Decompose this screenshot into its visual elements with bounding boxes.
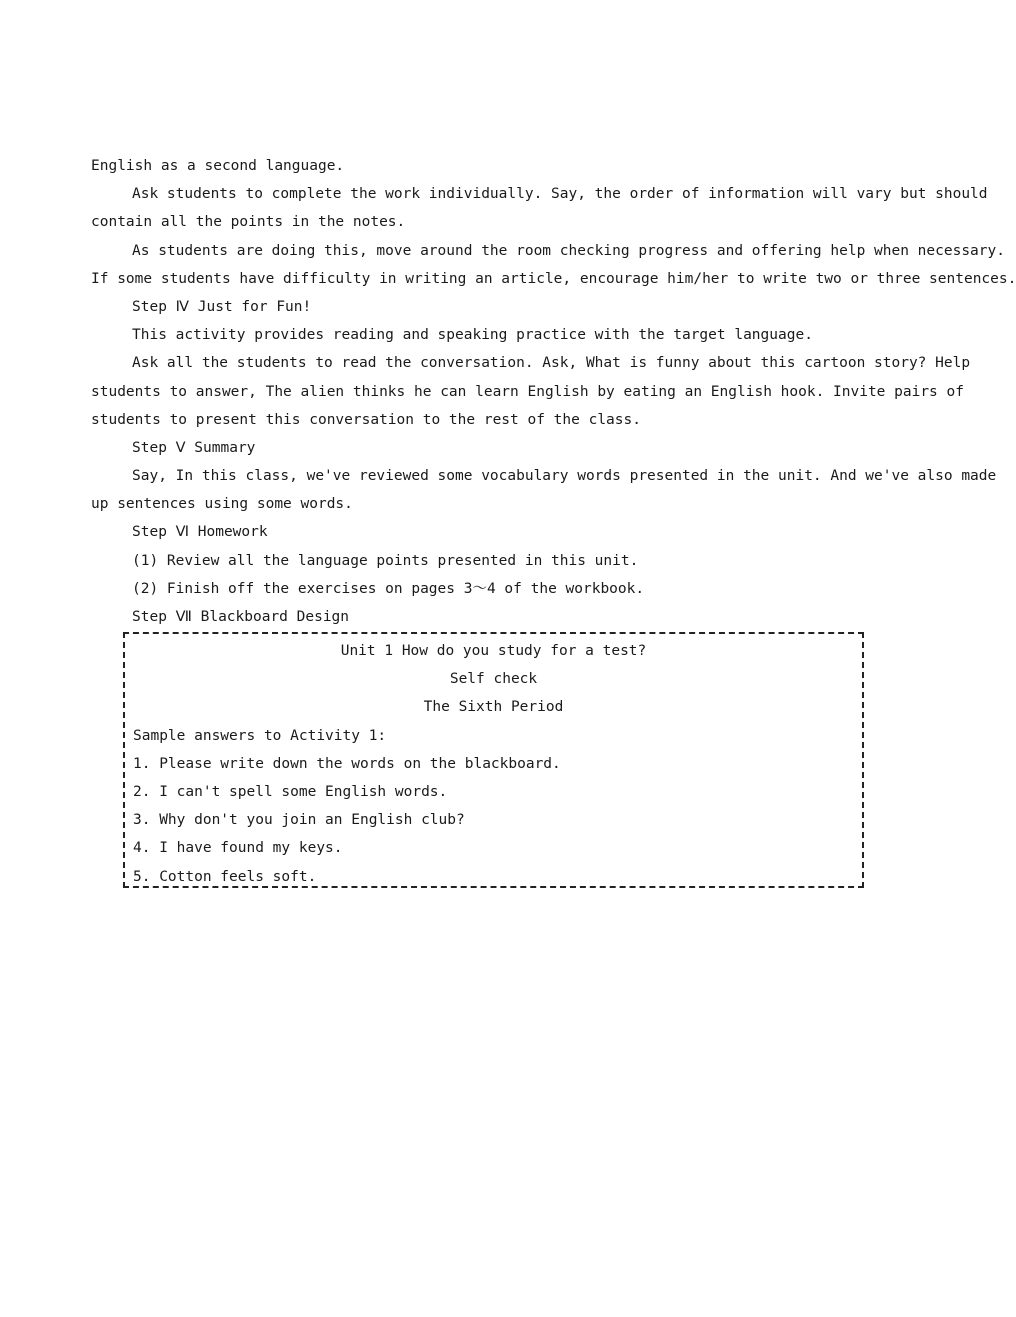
paragraph-line: students to answer, The alien thinks he can learn English by eating an English hook. Invite pairs of [91,383,964,400]
board-subtitle: Self check [449,671,538,688]
step-heading: Step Ⅴ Summary [132,439,256,456]
board-answer: 4. I have found my keys. [133,840,343,857]
board-intro: Sample answers to Activity 1: [133,727,387,744]
paragraph-line: contain all the points in the notes. [91,214,406,231]
paragraph-line: Ask students to complete the work individually. Say, the order of information will vary but should [132,186,988,203]
paragraph-line: This activity provides reading and speaking practice with the target language. [132,327,813,344]
board-title: Unit 1 How do you study for a test? [340,643,647,659]
paragraph-line: Ask all the students to read the conversation. Ask, What is funny about this cartoon story? Help [132,355,971,372]
document-body [91,152,1016,631]
board-answer: 3. Why don't you join an English club? [133,812,465,829]
step-heading: Step Ⅳ Just for Fun! [132,298,312,315]
paragraph-line: As students are doing this, move around the room checking progress and offering help when necessary. [132,242,1005,259]
board-answer: 5. Cotton feels soft. [133,868,317,885]
paragraph-line: up sentences using some words. [91,496,353,513]
paragraph-line: English as a second language. [91,158,345,174]
blackboard-design-box [123,632,864,888]
paragraph-line: If some students have difficulty in writing an article, encourage him/her to write two or three sentences. [91,270,1016,287]
paragraph-line: students to present this conversation to the rest of the class. [91,411,641,428]
step-heading: Step Ⅶ Blackboard Design [132,609,350,625]
homework-item: (2) Finish off the exercises on pages 3～4 of the workbook. [132,580,645,597]
step-heading: Step Ⅵ Homework [132,524,268,541]
paragraph-line: Say, In this class, we've reviewed some vocabulary words presented in the unit. And we've also made [132,468,997,485]
homework-item: (1) Review all the language points presented in this unit. [132,552,639,569]
board-period: The Sixth Period [423,699,564,716]
board-answer: 2. I can't spell some English words. [133,783,448,800]
board-answer: 1. Please write down the words on the blackboard. [133,755,561,772]
